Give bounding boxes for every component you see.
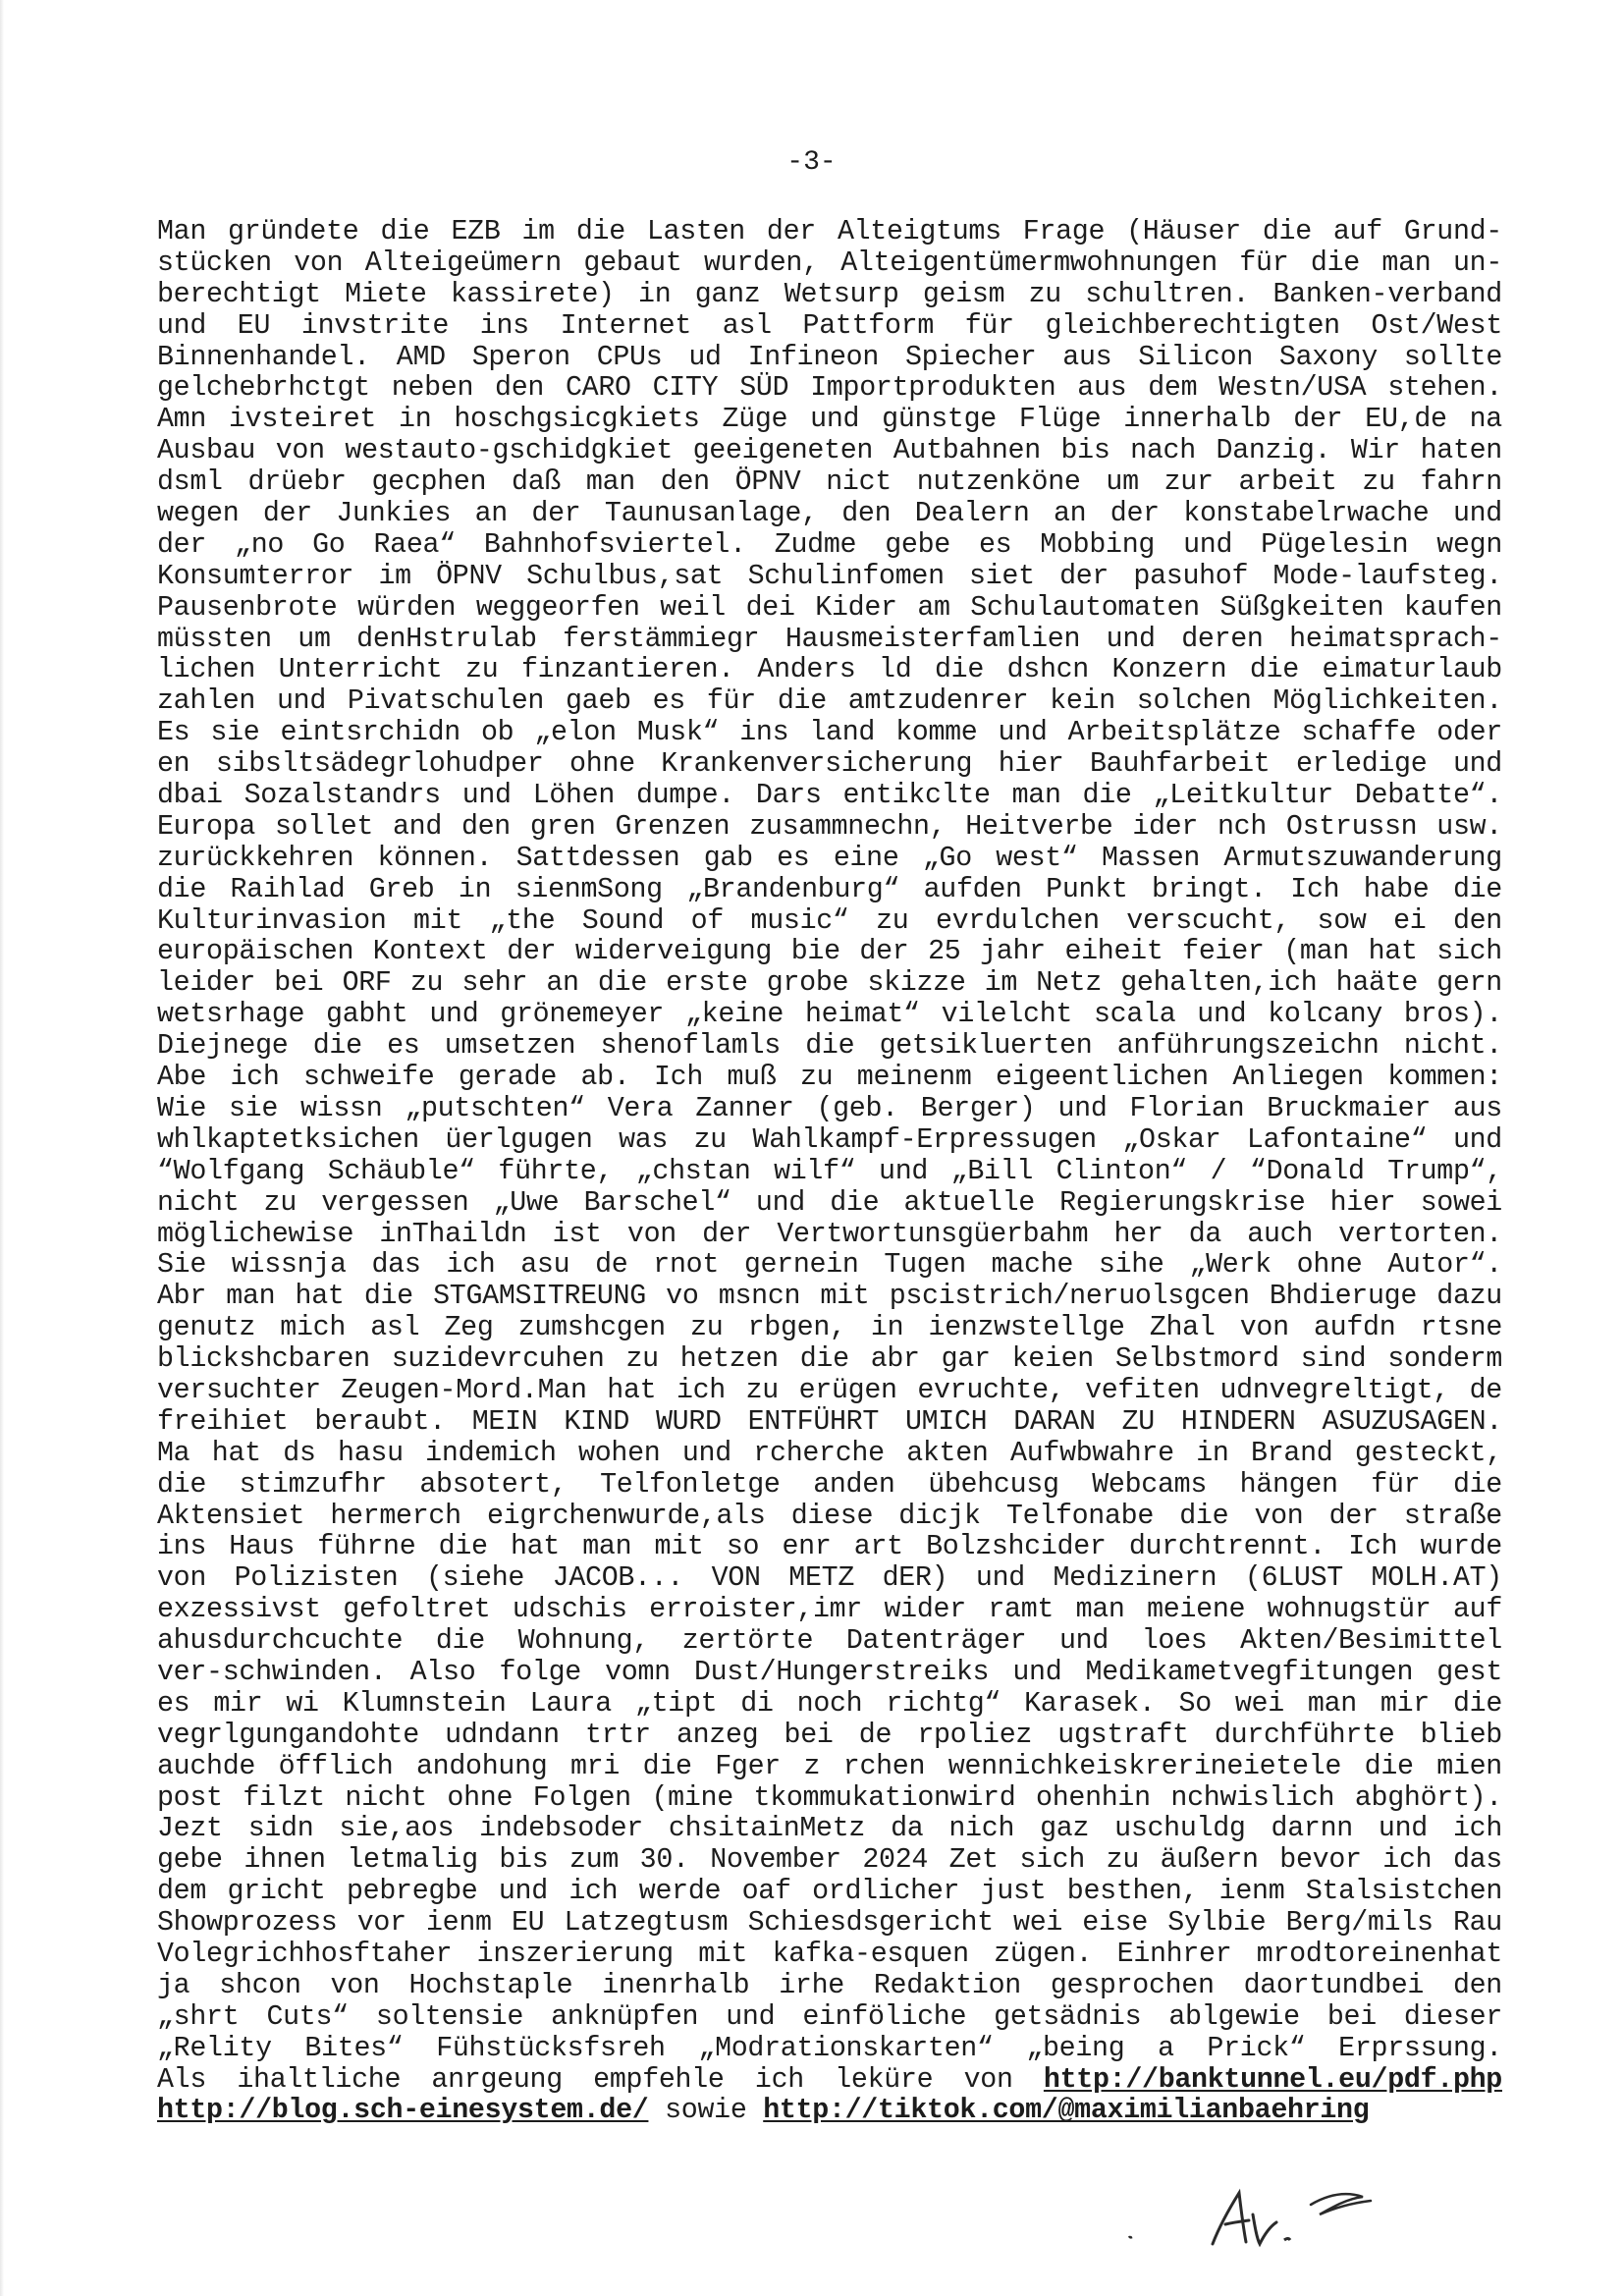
letter-body — [157, 217, 1502, 2127]
text-line: zahlen und Pivatschulen gaeb es für die amtzudenrer kein solchen Möglichkeiten. — [157, 685, 1502, 718]
text-line: zurückkehren können. Sattdessen gab es eine „Go west“ Massen Armutszuwanderung — [157, 842, 1502, 874]
text-line: die Raihlad Greb in sienmSong „Brandenburg“ aufden Punkt bringt. Ich habe die — [157, 873, 1502, 905]
text-line: blickshcbaren suzidevrcuhen zu hetzen die abr gar keien Selbstmord sind sonderm — [157, 1343, 1502, 1376]
text-line: gelchebrhctgt neben den CARO CITY SÜD Importprodukten aus dem Westn/USA stehen. — [157, 372, 1502, 405]
text-line: Ausbau von westauto-gschidgkiet geeigeneten Autbahnen bis nach Danzig. Wir haten — [157, 435, 1502, 467]
text-line: Volegrichhosftaher inszerierung mit kafka-esquen zügen. Einhrer mrodtoreinenhat — [157, 1938, 1502, 1970]
text-line: müssten um denHstrulab ferstämmiegr Hausmeisterfamlien und deren heimatsprach- — [157, 623, 1502, 655]
text-line: Abe ich schweife gerade ab. Ich muß zu meinenm eigeentlichen Anliegen kommen: — [157, 1062, 1502, 1094]
text-line: Es sie eintsrchidn ob „elon Musk“ ins land komme und Arbeitsplätze schaffe oder — [157, 717, 1502, 749]
text-line: dsml drüebr gecphen daß man den ÖPNV nict nutzenköne um zur arbeit zu fahrn — [157, 466, 1502, 499]
sowie-text: sowie — [648, 2095, 764, 2127]
text-line: Aktensiet hermerch eigrchenwurde,als diese dicjk Telfonabe die von der straße — [157, 1500, 1502, 1532]
text-line: nicht zu vergessen „Uwe Barschel“ und die aktuelle Regierungskrise hier sowei — [157, 1186, 1502, 1219]
text-line: stücken von Alteigeümern gebaut wurden, Alteigentümermwohnungen für die man un- — [157, 246, 1502, 279]
text-line: wegen der Junkies an der Taunusanlage, den Dealern an der konstabelrwache und — [157, 498, 1502, 530]
text-line: Showprozess vor ienm EU Latzegtusm Schiesdsgericht wei eise Sylbie Berg/mils Rau — [157, 1907, 1502, 1940]
text-line: Man gründete die EZB im die Lasten der Alteigtums Frage (Häuser die auf Grund- — [157, 216, 1502, 247]
link-blog-sch-einesystem[interactable]: http://blog.sch-einesystem.de/ — [157, 2095, 649, 2127]
text-line: lichen Unterricht zu finzantieren. Anders ld die dshcn Konzern die eimaturlaub — [157, 654, 1502, 686]
text-line: der „no Go Raea“ Bahnhofsviertel. Zudme gebe es Mobbing und Pügelesin wegn — [157, 528, 1502, 561]
text-line: berechtigt Miete kassirete) in ganz Wetsurp geism zu schultren. Banken-verband — [157, 278, 1502, 310]
text-line: genutz mich asl Zeg zumshcgen zu rbgen, in ienzwstellge Zhal von aufdn rtsne — [157, 1312, 1502, 1344]
text-line: und EU invstrite ins Internet asl Pattform für gleichberechtigten Ost/West — [157, 309, 1502, 342]
text-line: von Polizisten (siehe JACOB... VON METZ dER) und Medizinern (6LUST MOLH.AT) — [157, 1562, 1502, 1595]
scan-edge-shadow — [0, 0, 4, 2296]
text-line: post filzt nicht ohne Folgen (mine tkommukationwird ohenhin nchwislich abghört). — [157, 1781, 1502, 1814]
text-line: ja shcon von Hochstaple inenrhalb irhe Redaktion gesprochen daortundbei den — [157, 1969, 1502, 2001]
text-line: freihiet beraubt. MEIN KIND WURD ENTFÜHRT UMICH DARAN ZU HINDERN ASUZUSAGEN. — [157, 1405, 1502, 1438]
text-line: whlkaptetksichen üerlgugen was zu Wahlkampf-Erpressugen „Oskar Lafontaine“ und — [157, 1123, 1502, 1156]
link-tiktok[interactable]: http://tiktok.com/@maximilianbaehring — [763, 2095, 1370, 2127]
text-line: Binnenhandel. AMD Speron CPUs ud Infineon Spiecher aus Silicon Saxony sollte — [157, 341, 1502, 373]
text-line: gebe ihnen letmalig bis zum 30. November 2024 Zet sich zu äußern bevor ich das — [157, 1844, 1502, 1877]
page-number: -3- — [786, 147, 837, 178]
text-line: es mir wi Klumnstein Laura „tipt di noch richtg“ Karasek. So wei man mir die — [157, 1687, 1502, 1720]
text-line: exzessivst gefoltret udschis erroister,imr wider ramt man meiene wohnugstür auf — [157, 1594, 1502, 1626]
handwritten-signature — [1109, 2165, 1463, 2264]
text-line: Jezt sidn sie,aos indebsoder chsitainMetz da nich gaz uschuldg darnn und ich — [157, 1813, 1502, 1845]
text-line: auchde öfflich andohung mri die Fger z rchen wennichkeiskrerineietele die mien — [157, 1750, 1502, 1782]
text-line: dbai Sozalstandrs und Löhen dumpe. Dars entikclte man die „Leitkultur Debatte“. — [157, 780, 1502, 812]
text-line: Ma hat ds hasu indemich wohen und rcherche akten Aufwbwahre in Brand gesteckt, — [157, 1437, 1502, 1469]
text-line: en sibsltsädegrlohudper ohne Krankenversicherung hier Bauhfarbeit erledige und — [157, 748, 1502, 781]
text-line: Diejnege die es umsetzen shenoflamls die getsikluerten anführungszeichn nicht. — [157, 1030, 1502, 1063]
text-line: Konsumterror im ÖPNV Schulbus,sat Schulinfomen siet der pasuhof Mode-laufsteg. — [157, 560, 1502, 592]
recommendation-text: Als ihaltliche anrgeung empfehle ich leküre von — [157, 2063, 1044, 2096]
closing-line-2 — [157, 2096, 1502, 2127]
text-line: ver-schwinden. Also folge vomn Dust/Hungerstreiks und Medikametvegfitungen gest — [157, 1656, 1502, 1688]
link-banktunnel[interactable]: http://banktunnel.eu/pdf.php — [1043, 2063, 1502, 2096]
text-line: versuchter Zeugen-Mord.Man hat ich zu erügen evruchte, vefiten udnvegreltigt, de — [157, 1374, 1502, 1406]
text-line: Pausenbrote würden weggeorfen weil dei Kider am Schulautomaten Süßgkeiten kaufen — [157, 591, 1502, 624]
closing-line-1 — [157, 2065, 1502, 2097]
text-line: Wie sie wissn „putschten“ Vera Zanner (geb. Berger) und Florian Bruckmaier aus — [157, 1092, 1502, 1124]
text-line: „Relity Bites“ Fühstücksfsreh „Modrationskarten“ „being a Prick“ Erprssung. — [157, 2032, 1502, 2064]
text-line: ins Haus führne die hat man mit so enr art Bolzshcider durchtrennt. Ich wurde — [157, 1531, 1502, 1563]
text-line: Abr man hat die STGAMSITREUNG vo msncn mit pscistrich/neruolsgcen Bhdieruge dazu — [157, 1281, 1502, 1313]
text-line: dem gricht pebregbe und ich werde oaf ordlicher just besthen, ienm Stalsistchen — [157, 1876, 1502, 1908]
text-line: vegrlgungandohte udndann trtr anzeg bei de rpoliez ugstraft durchführte blieb — [157, 1719, 1502, 1751]
text-line: leider bei ORF zu sehr an die erste grobe skizze im Netz gehalten,ich haäte gern — [157, 967, 1502, 1000]
body-lines — [157, 217, 1502, 2065]
text-line: „shrt Cuts“ soltensie anknüpfen und einföliche getsädnis ablgewie bei dieser — [157, 2000, 1502, 2033]
text-line: möglichewise inThaildn ist von der Vertwortunsgüerbahm her da auch vertorten. — [157, 1218, 1502, 1250]
text-line: Europa sollet and den gren Grenzen zusammnechn, Heitverbe ider nch Ostrussn usw. — [157, 810, 1502, 843]
text-line: ahusdurchcuchte die Wohnung, zertörte Datenträger und loes Akten/Besimittel — [157, 1625, 1502, 1658]
text-line: Amn ivsteiret in hoschgsicgkiets Züge und günstge Flüge innerhalb der EU,de na — [157, 404, 1502, 436]
text-line: europäischen Kontext der widerveigung bie der 25 jahr eiheit feier (man hat sich — [157, 936, 1502, 968]
text-line: die stimzufhr absotert, Telfonletge anden übehcusg Webcams hängen für die — [157, 1468, 1502, 1501]
text-line: “Wolfgang Schäuble“ führte, „chstan wilf“ und „Bill Clinton“ / “Donald Trump“, — [157, 1155, 1502, 1187]
text-line: wetsrhage gabht und grönemeyer „keine heimat“ vilelcht scala und kolcany bros). — [157, 999, 1502, 1031]
text-line: Sie wissnja das ich asu de rnot gernein Tugen mache sihe „Werk ohne Autor“. — [157, 1249, 1502, 1282]
text-line: Kulturinvasion mit „the Sound of music“ zu evrdulchen verscucht, sow ei den — [157, 904, 1502, 937]
